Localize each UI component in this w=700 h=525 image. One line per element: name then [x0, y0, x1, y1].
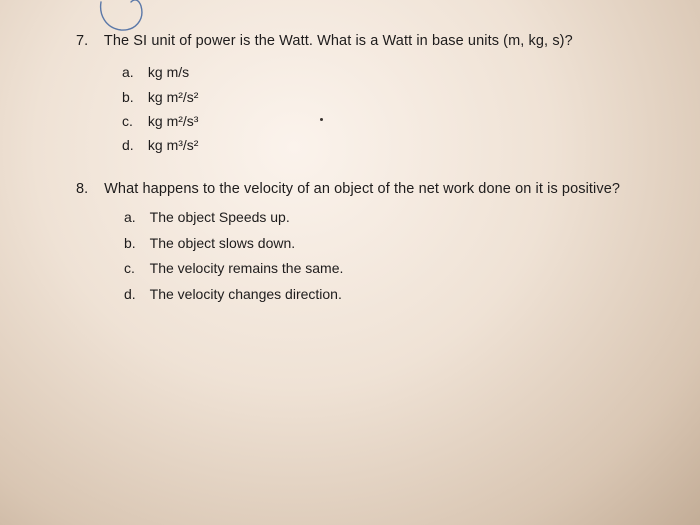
question-8-text: What happens to the velocity of an object of the net work done on it is positive? [104, 181, 621, 197]
option-letter: c. [122, 113, 133, 129]
question-7-option-b [122, 89, 198, 105]
pen-scribble-mark [95, 0, 155, 36]
option-text: kg m²/s³ [147, 113, 199, 129]
option-text: The object Speeds up. [149, 209, 290, 225]
option-text: The object slows down. [149, 235, 296, 251]
option-letter: a. [124, 209, 136, 225]
question-8-option-a [124, 209, 290, 225]
option-letter: d. [124, 286, 136, 302]
option-letter: b. [124, 235, 136, 251]
question-7-text: The SI unit of power is the Watt. What is a Watt in base units (m, kg, s)? [103, 33, 573, 49]
question-8-option-c [124, 260, 343, 276]
question-8-number: 8. [76, 181, 89, 197]
question-7-option-a [122, 64, 189, 80]
option-text: The velocity remains the same. [149, 260, 344, 276]
question-7-number: 7. [76, 33, 89, 49]
option-text: kg m³/s² [147, 137, 199, 153]
option-letter: b. [122, 89, 134, 105]
option-text: kg m/s [147, 64, 190, 80]
question-8 [76, 181, 620, 197]
question-7-option-d [122, 137, 198, 153]
ink-dot [320, 118, 323, 121]
question-7 [76, 33, 573, 49]
option-letter: d. [122, 137, 134, 153]
option-letter: c. [124, 260, 135, 276]
option-text: The velocity changes direction. [149, 286, 342, 302]
question-8-option-d [124, 286, 342, 302]
option-text: kg m²/s² [147, 89, 199, 105]
option-letter: a. [122, 64, 134, 80]
question-7-option-c [122, 113, 198, 129]
question-8-option-b [124, 235, 295, 251]
